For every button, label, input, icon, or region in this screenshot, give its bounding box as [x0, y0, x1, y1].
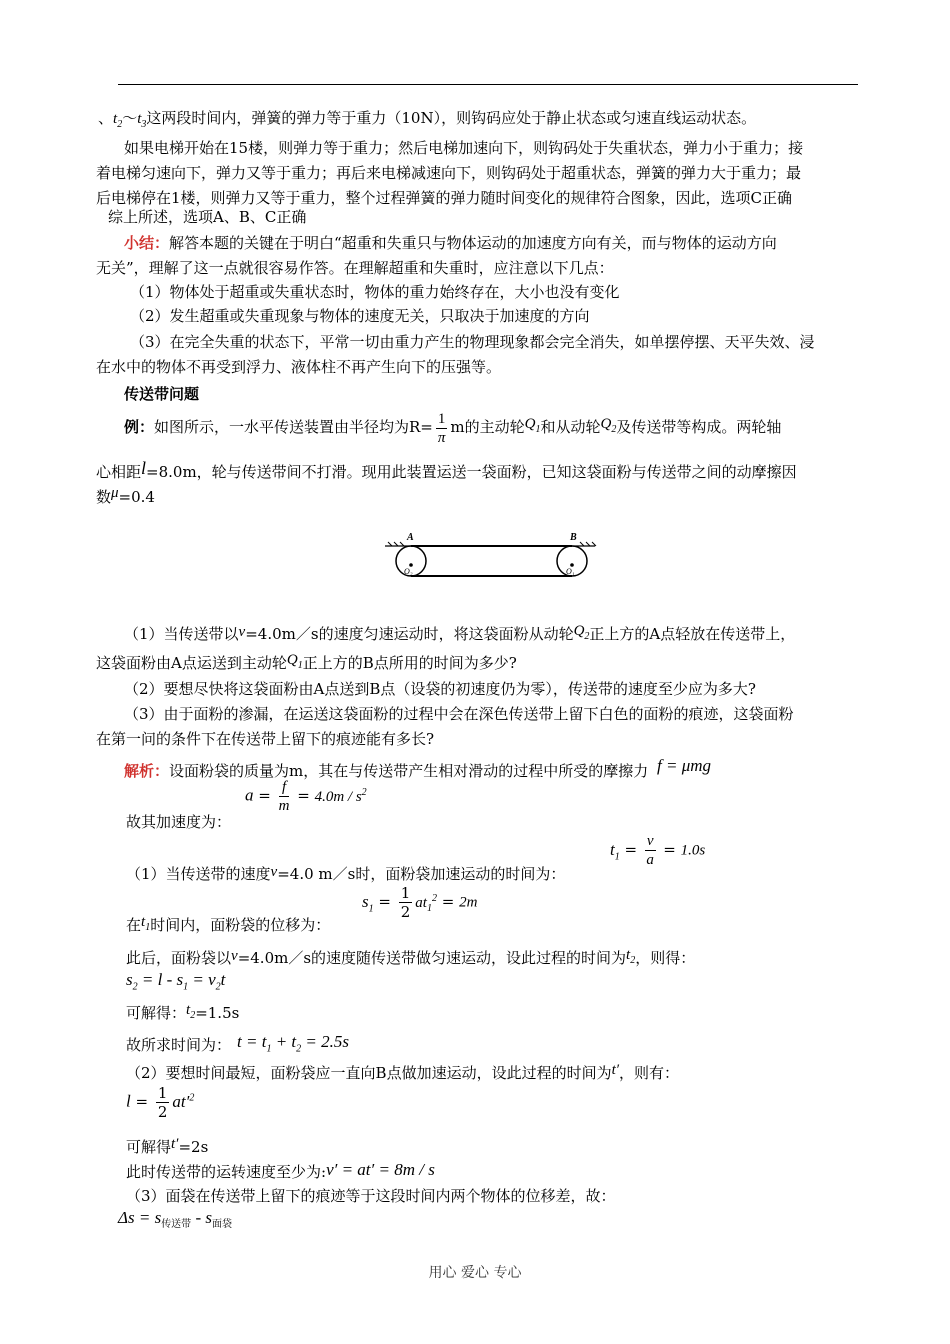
example-line-1: 例：如图所示，一水平传送装置由半径均为R= $\frac{1}{\pi}$ m的主动轮$Q_1$和从动轮$Q_2$及传送带等构成。两轮轴	[124, 410, 782, 446]
friction-formula: f = μmg	[657, 756, 712, 775]
acceleration-formula: a = $\frac{f}{m}$ = $4.0m / s^2$	[245, 779, 367, 814]
page-footer: 用心 爱心 专心	[428, 1265, 522, 1281]
conveyor-diagram	[380, 530, 600, 590]
analysis-line-8: 故所求时间为： $t = t_1 + t_2 = 2.5s$	[126, 1032, 349, 1055]
paragraph-line: 着电梯匀速向下，弹力又等于重力；再后来电梯减速向下，则钩码处于超重状态，弹簧的弹力大于重力；最	[96, 164, 802, 182]
line-1: 、$t_2\sim t_3$这两段时间内，弹簧的弹力等于重力（10N），则钩码应处于静止状态或匀速直线运动状态。	[98, 109, 757, 130]
question-2: （2）要想尽快将这袋面粉由A点送到B点（设袋的初速度仍为零），传送带的速度至少应为多大?	[124, 680, 756, 698]
paragraph-line: 无关”，理解了这一点就很容易作答。在理解超重和失重时，应注意以下几点：	[96, 259, 614, 277]
question-3-line-1: （3）由于面粉的渗漏，在运送这袋面粉的过程中会在深色传送带上留下白色的面粉的痕迹，这袋面粉	[124, 705, 794, 723]
analysis-line-7: 可解得：$t_2=1.5s$	[126, 1002, 240, 1022]
l-formula: l = $\frac{1}{2}$ $at'^2$	[126, 1084, 195, 1121]
point-2: （2）发生超重或失重现象与物体的速度无关，只取决于加速度的方向	[130, 307, 590, 325]
q1-symbol: $Q_1$	[286, 652, 303, 671]
paragraph-line: 在水中的物体不再受到浮力、液体柱不再产生向下的压强等。	[96, 358, 502, 376]
t3-symbol: $t_3$	[137, 111, 147, 130]
summary-line: 小结：解答本题的关键在于明白“超重和失重只与物体运动的加速度方向有关，而与物体的运动方向	[124, 234, 777, 252]
analysis-line-5: 此后，面粉袋以v=4.0m／s的速度随传送带做匀速运动，设此过程的时间为$t_2$，则得：	[126, 947, 696, 967]
point-b-label: B	[570, 532, 577, 543]
t1-formula: $t_1$ = $\frac{v}{a}$ = 1.0s	[610, 833, 706, 868]
point-1: （1）物体处于超重或失重状态时，物体的重力始终存在，大小也没有变化	[130, 283, 620, 301]
example-label: 例：	[124, 418, 155, 436]
point-3: （3）在完全失重的状态下，平常一切由重力产生的物理现象都会完全消失，如单摆停摆、天平失效、浸	[130, 333, 815, 351]
l-symbol: l	[141, 458, 147, 478]
analysis-line-2: 故其加速度为：	[126, 813, 232, 831]
analysis-line-3: （1）当传送带的速度v=4.0 m／s时，面粉袋加速运动的时间为：	[126, 864, 566, 883]
paragraph-line: 综上所述，选项A、B、C正确	[108, 208, 307, 226]
analysis-line-1: 解析：设面粉袋的质量为m，其在与传送带产生相对滑动的过程中所受的摩擦力 f = μmg	[124, 756, 712, 780]
analysis-line-4: 在$t_1$时间内，面粉袋的位移为：	[126, 914, 331, 934]
summary-label: 小结：	[124, 234, 170, 252]
q1-symbol: $Q_1$	[524, 416, 541, 435]
example-line-3: 数μ=0.4	[96, 485, 155, 506]
delta-s-formula: $\Delta s = s_{传送带} - s_{面袋}$	[118, 1208, 232, 1230]
analysis-label: 解析：	[124, 762, 170, 780]
v-symbol: v	[238, 624, 246, 640]
question-3-line-2: 在第一问的条件下在传送带上留下的痕迹能有多长?	[96, 730, 435, 748]
q2-symbol: $Q_2$	[600, 416, 617, 435]
wheel-o2-label: O₂	[404, 567, 413, 576]
question-1-line-1: （1）当传送带以v=4.0m／s的速度匀速运动时，将这袋面粉从动轮$Q_2$正上方的A点轻放在传送带上，	[124, 623, 796, 643]
section-title: 传送带问题	[124, 385, 200, 403]
s2-formula: $s_2 = l - s_1 = v_2t$	[126, 970, 226, 993]
question-1-line-2: 这袋面粉由A点运送到主动轮$Q_1$正上方的B点所用的时间为多少?	[96, 652, 517, 672]
header-rule	[118, 84, 858, 85]
q2-symbol: $Q_2$	[573, 623, 590, 642]
s1-formula: $s_1$ = $\frac{1}{2}$ $at_1^2 = 2m$	[362, 884, 478, 921]
one-over-pi: $\frac{1}{\pi}$	[437, 410, 446, 446]
point-a-label: A	[407, 532, 414, 543]
analysis-line-11: 可解得t′=2s	[126, 1136, 209, 1156]
paragraph-line: 后电梯停在1楼，则弹力又等于重力，整个过程弹簧的弹力随时间变化的规律符合图象，因此，选项C正确	[96, 189, 793, 207]
wheel-o1-label: O₁	[566, 567, 575, 576]
paragraph-line: 如果电梯开始在15楼，则弹力等于重力；然后电梯加速向下，则钩码处于失重状态，弹力小于重力；接	[124, 139, 804, 157]
t2-symbol: $t_2$	[113, 111, 123, 130]
mu-symbol: μ	[111, 485, 119, 501]
analysis-line-13: （3）面袋在传送带上留下的痕迹等于这段时间内两个物体的位移差，故：	[126, 1187, 616, 1205]
analysis-line-12: 此时传送带的运转速度至少为:v′ = at′ = 8m / s	[126, 1160, 435, 1181]
example-line-2: 心相距l=8.0m，轮与传送带间不打滑。现用此装置运送一袋面粉，已知这袋面粉与传送带之间的动摩擦因	[96, 458, 797, 481]
analysis-line-9: （2）要想时间最短，面粉袋应一直向B点做加速运动，设此过程的时间为t′，则有：	[126, 1062, 680, 1082]
